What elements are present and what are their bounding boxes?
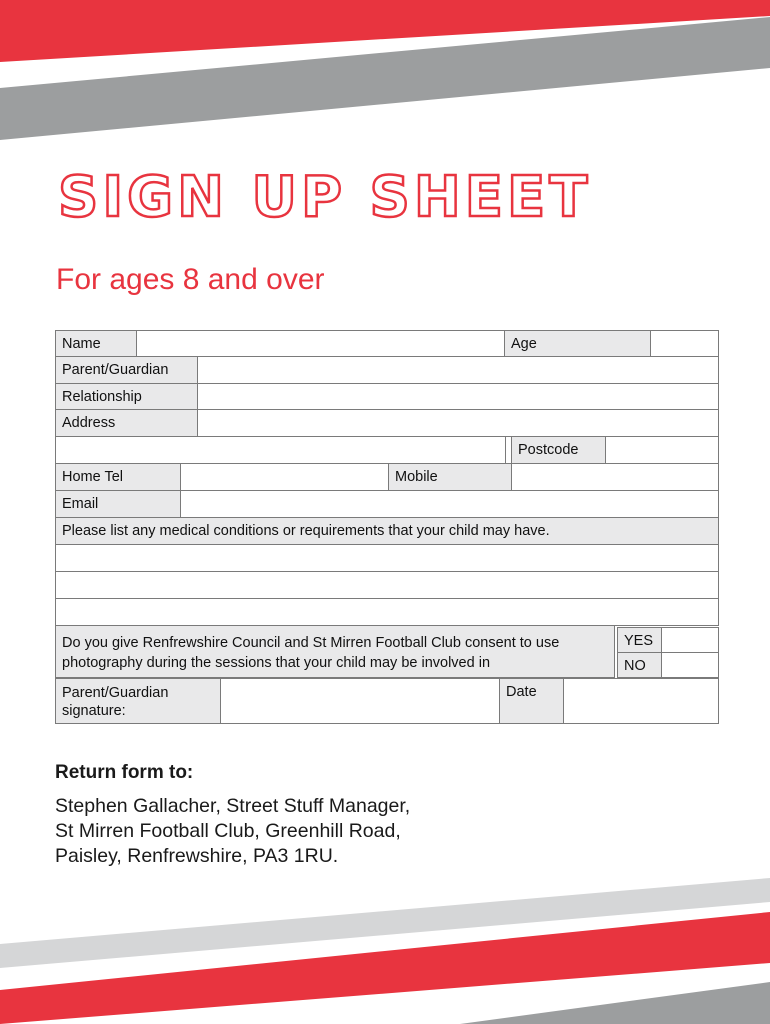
postcode-label: Postcode: [511, 436, 606, 464]
parent-guardian-label: Parent/Guardian: [55, 356, 198, 384]
signature-label: Parent/Guardian signature:: [55, 678, 221, 724]
return-address-line: St Mirren Football Club, Greenhill Road,: [55, 820, 401, 842]
page-title: SIGN UP SHEET: [58, 165, 592, 230]
relationship-label: Relationship: [55, 383, 198, 410]
age-label: Age: [504, 330, 651, 357]
signup-form: [55, 330, 719, 724]
medical-conditions-label: Please list any medical conditions or requirements that your child may have.: [55, 517, 719, 545]
home-tel-label: Home Tel: [55, 463, 181, 491]
return-address-line: Paisley, Renfrewshire, PA3 1RU.: [55, 845, 339, 867]
address-field-2[interactable]: [55, 436, 506, 464]
date-label: Date: [499, 678, 564, 724]
mobile-label: Mobile: [388, 463, 512, 491]
signature-field[interactable]: [220, 678, 500, 724]
page-subtitle: For ages 8 and over: [56, 263, 325, 296]
photography-consent-question: Do you give Renfrewshire Council and St Mirren Football Club consent to use photography during the sessions that your child may be involved in: [55, 625, 615, 678]
medical-conditions-line-3[interactable]: [55, 598, 719, 626]
return-address-line: Stephen Gallacher, Street Stuff Manager,: [55, 795, 411, 817]
consent-yes-checkbox[interactable]: [661, 627, 719, 653]
name-label: Name: [55, 330, 137, 357]
bottom-gray-stripe: [460, 982, 770, 1024]
parent-guardian-field[interactable]: [197, 356, 719, 384]
postcode-field[interactable]: [605, 436, 719, 464]
date-field[interactable]: [563, 678, 719, 724]
return-form-heading: Return form to:: [55, 762, 194, 783]
age-field[interactable]: [650, 330, 719, 357]
address-label: Address: [55, 409, 198, 437]
address-field[interactable]: [197, 409, 719, 437]
return-address: [55, 794, 655, 869]
consent-no-checkbox[interactable]: [661, 652, 719, 678]
consent-no-label: NO: [617, 652, 662, 678]
consent-yes-label: YES: [617, 627, 662, 653]
email-field[interactable]: [180, 490, 719, 518]
name-field[interactable]: [136, 330, 505, 357]
medical-conditions-line-2[interactable]: [55, 571, 719, 599]
relationship-field[interactable]: [197, 383, 719, 410]
home-tel-field[interactable]: [180, 463, 389, 491]
email-label: Email: [55, 490, 181, 518]
mobile-field[interactable]: [511, 463, 719, 491]
medical-conditions-line-1[interactable]: [55, 544, 719, 572]
